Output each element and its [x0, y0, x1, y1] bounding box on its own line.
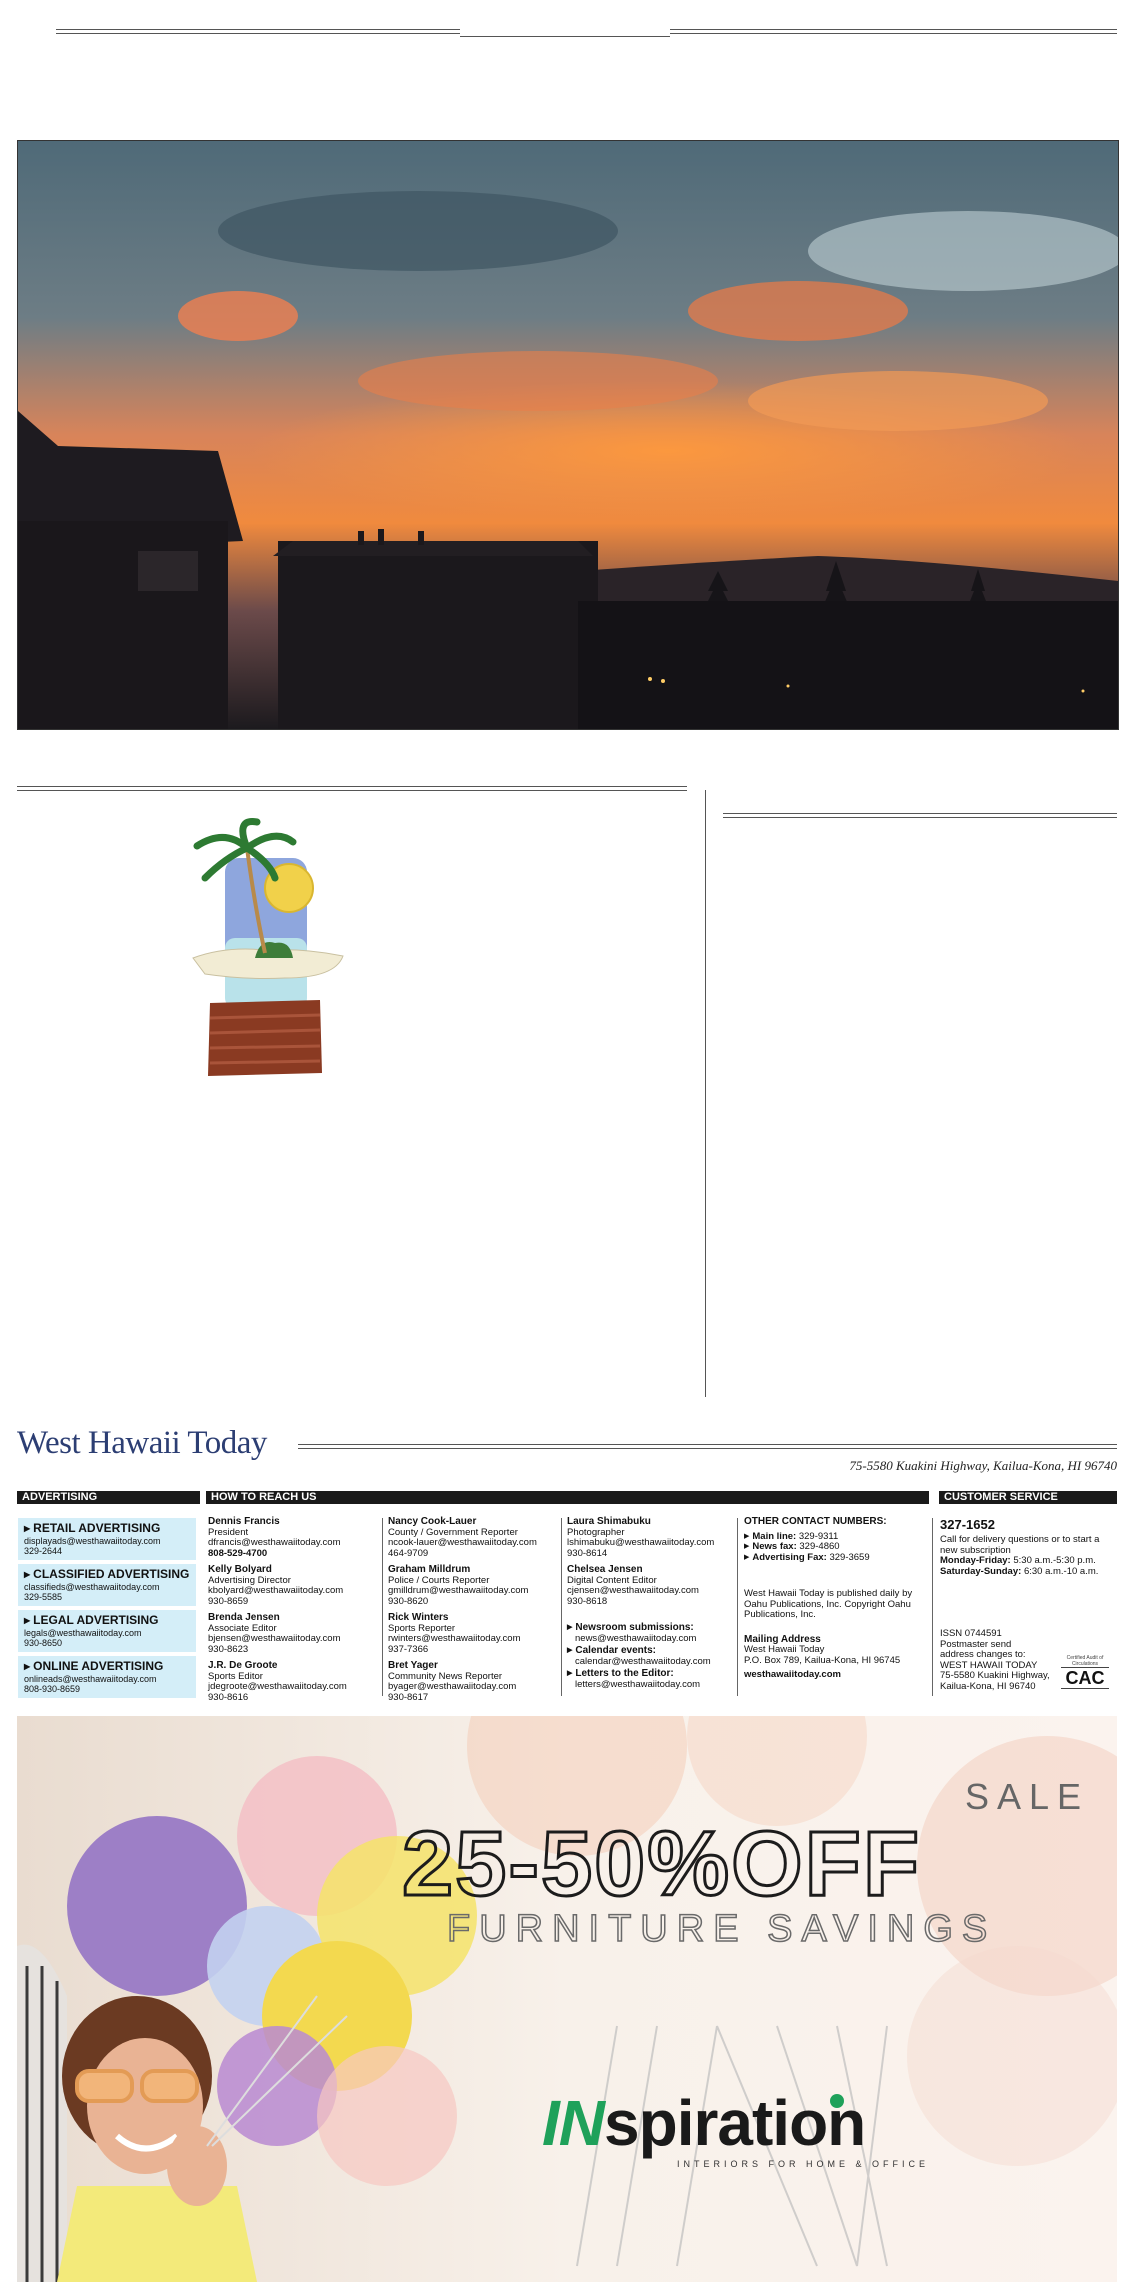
staff-entry [208, 1517, 378, 1559]
weekday-hours: Monday-Friday: 5:30 a.m.-5:30 p.m. [940, 1555, 1096, 1566]
top-rule-right [670, 29, 1117, 34]
staff-email[interactable]: kbolyard@westhawaiitoday.com [208, 1585, 344, 1596]
submission-entry [567, 1646, 735, 1667]
masthead-title: West Hawaii Today [17, 1425, 267, 1461]
staff-name: Rick Winters [388, 1612, 449, 1623]
cac-small-text: Certified Audit of Circulations [1066, 1655, 1104, 1667]
mailing-address-line: P.O. Box 789, Kailua-Kona, HI 96745 [744, 1654, 901, 1666]
staff-column-3 [567, 1517, 735, 1692]
masthead-address: 75-5580 Kuakini Highway, Kailua-Kona, HI 96740 [849, 1458, 1117, 1473]
contact-number: ▶ Advertising Fax: 329-3659 [744, 1553, 929, 1564]
staff-email[interactable]: lshimabuku@westhawaiitoday.com [567, 1537, 715, 1548]
legal-advertising-email[interactable]: legals@westhawaiitoday.com [24, 1628, 142, 1638]
staff-role: Digital Content Editor [567, 1574, 657, 1586]
staff-role: Associate Editor [208, 1622, 277, 1634]
staff-phone: 930-8614 [567, 1547, 608, 1559]
staff-name: Dennis Francis [208, 1516, 280, 1527]
staff-entry [208, 1661, 378, 1703]
legal-advertising-phone: 930-8650 [24, 1638, 63, 1648]
island-clipart [185, 818, 345, 1080]
staff-phone: 930-8616 [208, 1691, 249, 1703]
staff-entry [208, 1565, 378, 1607]
postmaster-note: Postmaster send address changes to: [940, 1638, 1026, 1660]
staff-email[interactable]: byager@westhawaiitoday.com [388, 1681, 517, 1692]
customer-service-header: CUSTOMER SERVICE [939, 1491, 1117, 1504]
staff-entry [388, 1517, 558, 1559]
cac-logo [1061, 1655, 1109, 1697]
staff-phone: 930-8617 [388, 1691, 429, 1703]
balloons-photo [17, 1716, 1117, 2282]
furniture-ad[interactable] [17, 1716, 1117, 2282]
staff-entry [208, 1613, 378, 1655]
staff-name: Laura Shimabuku [567, 1516, 651, 1527]
staff-email[interactable]: cjensen@westhawaiitoday.com [567, 1585, 699, 1596]
classified-advertising-email[interactable]: classifieds@westhawaiitoday.com [24, 1582, 160, 1592]
other-contacts-column [744, 1517, 929, 1681]
legal-advertising-title: ▶ LEGAL ADVERTISING [24, 1613, 196, 1628]
postmaster-line: Kailua-Kona, HI 96740 [940, 1680, 1036, 1692]
column-separator [737, 1518, 738, 1696]
submission-entry [567, 1669, 735, 1690]
classified-advertising-title: ▶ CLASSIFIED ADVERTISING [24, 1567, 196, 1582]
submission-email[interactable]: letters@westhawaiitoday.com [575, 1678, 701, 1690]
staff-email[interactable]: dfrancis@westhawaiitoday.com [208, 1537, 341, 1548]
column-separator [561, 1518, 562, 1696]
submission-email[interactable]: news@westhawaiitoday.com [575, 1632, 697, 1644]
staff-name: Brenda Jensen [208, 1612, 280, 1623]
contact-number: ▶ Main line: 329-9311 [744, 1532, 929, 1543]
staff-role: President [208, 1526, 249, 1538]
staff-email[interactable]: ncook-lauer@westhawaiitoday.com [388, 1537, 537, 1548]
retail-advertising-phone: 329-2644 [24, 1546, 63, 1556]
staff-name: Chelsea Jensen [567, 1564, 643, 1575]
submission-email[interactable]: calendar@westhawaiitoday.com [575, 1655, 711, 1667]
staff-entry [388, 1661, 558, 1703]
classified-advertising-phone: 329-5585 [24, 1592, 63, 1602]
issn: ISSN 0744591 [940, 1628, 1002, 1639]
staff-role: Community News Reporter [388, 1670, 503, 1682]
staff-role: Sports Reporter [388, 1622, 456, 1634]
staff-name: Bret Yager [388, 1660, 438, 1671]
staff-name: J.R. De Groote [208, 1660, 278, 1671]
brand-tagline: INTERIORS FOR HOME & OFFICE [677, 2159, 930, 2169]
customer-desc: Call for delivery questions or to start a new subscription [940, 1534, 1100, 1556]
published-notice: West Hawaii Today is published daily by Oahu Publications, Inc. Copyright Oahu Publications, Inc. [744, 1588, 913, 1620]
other-contacts-header: OTHER CONTACT NUMBERS: [744, 1516, 887, 1527]
brand-prefix: IN [542, 2087, 604, 2159]
staff-email[interactable]: jdegroote@westhawaiitoday.com [208, 1681, 347, 1692]
staff-role: Sports Editor [208, 1670, 263, 1682]
staff-entry [567, 1517, 735, 1559]
staff-column-1 [208, 1517, 378, 1709]
retail-advertising-title: ▶ RETAIL ADVERTISING [24, 1521, 196, 1536]
advertising-header: ADVERTISING [17, 1491, 200, 1504]
staff-role: Police / Courts Reporter [388, 1574, 490, 1586]
column-separator [382, 1518, 383, 1696]
top-rule-single [460, 36, 670, 37]
submission-label: ▶ Calendar events: [567, 1646, 735, 1657]
reach-us-header: HOW TO REACH US [206, 1491, 929, 1504]
cac-text: CAC [1061, 1667, 1109, 1689]
palm-tree-island-icon [185, 818, 345, 1080]
weekend-hours: Saturday-Sunday: 6:30 a.m.-10 a.m. [940, 1565, 1099, 1577]
staff-phone: 464-9709 [388, 1547, 429, 1559]
staff-phone: 930-8623 [208, 1643, 249, 1655]
contact-number: ▶ News fax: 329-4860 [744, 1542, 929, 1553]
masthead-rule [298, 1444, 1117, 1449]
left-column-rule [17, 786, 687, 791]
customer-phone: 327-1652 [940, 1517, 995, 1532]
sunset-photo [17, 140, 1119, 730]
staff-name: Kelly Bolyard [208, 1564, 272, 1575]
retail-advertising-box [18, 1518, 196, 1560]
staff-entry [388, 1565, 558, 1607]
legal-advertising-box [18, 1610, 196, 1652]
staff-email[interactable]: bjensen@westhawaiitoday.com [208, 1633, 341, 1644]
column-divider [705, 790, 706, 1397]
mailing-address-header: Mailing Address [744, 1633, 821, 1645]
retail-advertising-email[interactable]: displayads@westhawaiitoday.com [24, 1536, 161, 1546]
classified-advertising-box [18, 1564, 196, 1606]
staff-phone: 930-8618 [567, 1595, 608, 1607]
mailing-address-line: West Hawaii Today [744, 1644, 825, 1655]
staff-phone: 937-7366 [388, 1643, 429, 1655]
staff-entry [388, 1613, 558, 1655]
staff-column-2 [388, 1517, 558, 1709]
postmaster-line: 75-5580 Kuakini Highway, [940, 1670, 1050, 1681]
online-advertising-email[interactable]: onlineads@westhawaiitoday.com [24, 1674, 157, 1684]
submission-entry [567, 1623, 735, 1644]
online-advertising-title: ▶ ONLINE ADVERTISING [24, 1659, 196, 1674]
staff-phone: 930-8659 [208, 1595, 249, 1607]
staff-email[interactable]: rwinters@westhawaiitoday.com [388, 1633, 521, 1644]
staff-entry [567, 1565, 735, 1607]
online-advertising-box [18, 1656, 196, 1698]
staff-name: Graham Milldrum [388, 1564, 471, 1575]
sale-headline: 25-50%OFF [402, 1813, 922, 1915]
inspiration-logo [542, 2086, 865, 2160]
website-link[interactable]: westhawaiitoday.com [744, 1669, 841, 1680]
top-rule-left [56, 29, 460, 34]
online-advertising-phone: 808-930-8659 [24, 1684, 81, 1694]
submission-label: ▶ Newsroom submissions: [567, 1623, 735, 1634]
column-separator [932, 1518, 933, 1696]
staff-role: Advertising Director [208, 1574, 291, 1586]
staff-name: Nancy Cook-Lauer [388, 1516, 477, 1527]
staff-phone: 808-529-4700 [208, 1547, 268, 1559]
staff-phone: 930-8620 [388, 1595, 429, 1607]
sale-subhead: FURNITURE SAVINGS [447, 1908, 997, 1950]
sale-word: SALE [964, 1776, 1089, 1817]
right-column-rule [723, 813, 1117, 818]
submission-label: ▶ Letters to the Editor: [567, 1669, 735, 1680]
staff-role: County / Government Reporter [388, 1526, 518, 1538]
staff-role: Photographer [567, 1526, 625, 1538]
postmaster-line: WEST HAWAII TODAY [940, 1659, 1038, 1671]
staff-email[interactable]: gmilldrum@westhawaiitoday.com [388, 1585, 529, 1596]
brand-suffix: spiration [604, 2087, 866, 2159]
